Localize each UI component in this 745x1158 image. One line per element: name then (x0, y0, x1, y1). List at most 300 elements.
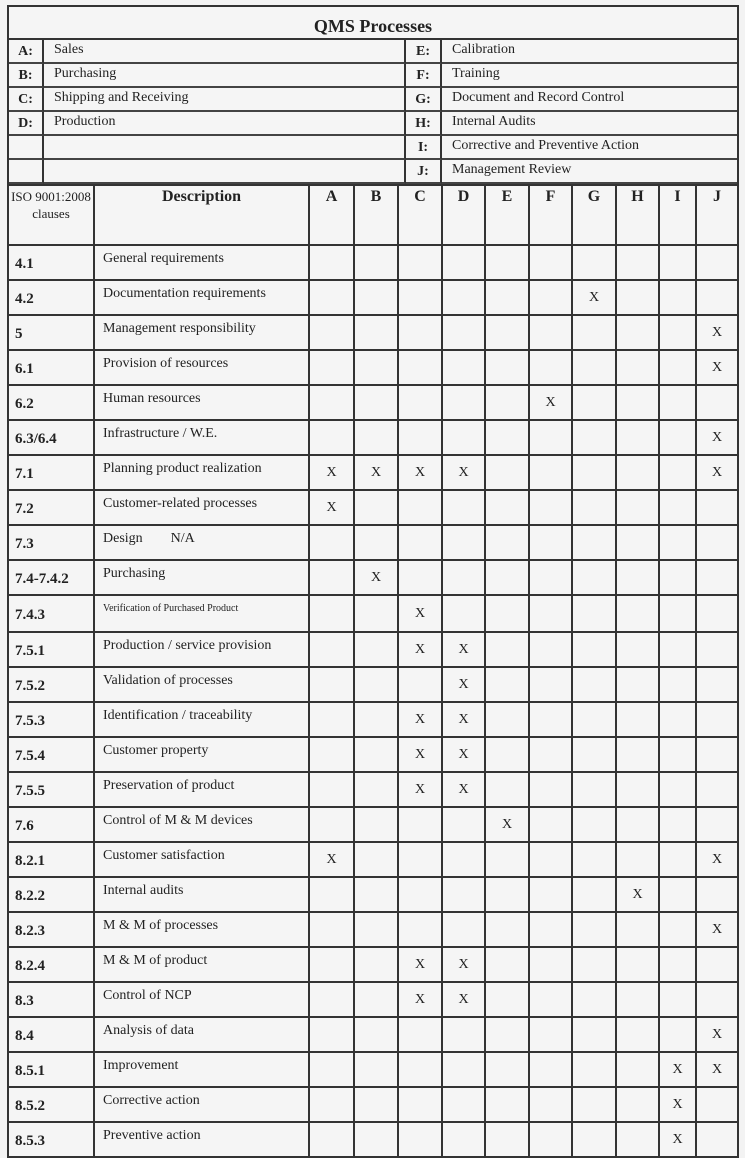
table-row (9, 280, 737, 315)
clause-description: Internal audits (94, 877, 309, 912)
process-mark-cell (659, 490, 696, 525)
process-mark-cell (485, 1052, 529, 1087)
process-mark-cell (616, 560, 659, 595)
process-mark-cell (485, 702, 529, 737)
clause-number: 7.5.3 (9, 702, 94, 737)
table-row (9, 1087, 737, 1122)
clause-description: Control of NCP (94, 982, 309, 1017)
qms-process-matrix (7, 5, 739, 1158)
legend-label: Purchasing (44, 64, 406, 88)
table-row (9, 912, 737, 947)
process-mark-cell: X (398, 982, 442, 1017)
legend-key: C: (9, 88, 44, 112)
process-mark-cell (442, 525, 485, 560)
process-column-header: A (309, 185, 354, 245)
clause-number: 7.4-7.4.2 (9, 560, 94, 595)
legend-label: Training (442, 64, 737, 88)
clause-description: Management responsibility (94, 315, 309, 350)
process-mark-cell (616, 1122, 659, 1156)
clause-description: Preservation of product (94, 772, 309, 807)
clause-description: Control of M & M devices (94, 807, 309, 842)
legend-key: H: (406, 112, 442, 136)
process-mark-cell (616, 525, 659, 560)
process-mark-cell (616, 1087, 659, 1122)
process-mark-cell (529, 737, 572, 772)
process-mark-cell (398, 525, 442, 560)
process-mark-cell (398, 315, 442, 350)
process-mark-cell: X (659, 1122, 696, 1156)
process-mark-cell (354, 912, 398, 947)
process-mark-cell (616, 772, 659, 807)
process-mark-cell (529, 877, 572, 912)
process-mark-cell (616, 947, 659, 982)
process-mark-cell (529, 982, 572, 1017)
process-mark-cell (442, 1052, 485, 1087)
process-mark-cell (659, 350, 696, 385)
clause-description: Production / service provision (94, 632, 309, 667)
process-mark-cell (309, 877, 354, 912)
table-row (9, 455, 737, 490)
clause-number: 6.2 (9, 385, 94, 420)
process-mark-cell (309, 245, 354, 280)
clause-number: 7.5.2 (9, 667, 94, 702)
process-mark-cell (354, 1017, 398, 1052)
process-mark-cell (485, 245, 529, 280)
process-mark-cell (659, 737, 696, 772)
process-mark-cell (616, 280, 659, 315)
clause-number: 4.1 (9, 245, 94, 280)
process-mark-cell: X (398, 632, 442, 667)
process-mark-cell (442, 842, 485, 877)
process-mark-cell: X (354, 560, 398, 595)
process-mark-cell (529, 807, 572, 842)
process-mark-cell (572, 455, 616, 490)
process-mark-cell (442, 245, 485, 280)
process-mark-cell (354, 842, 398, 877)
process-mark-cell (309, 737, 354, 772)
process-mark-cell (485, 772, 529, 807)
process-mark-cell (659, 595, 696, 632)
process-mark-cell (529, 560, 572, 595)
table-row (9, 667, 737, 702)
legend-label: Calibration (442, 40, 737, 64)
process-mark-cell (529, 595, 572, 632)
clause-description: General requirements (94, 245, 309, 280)
clause-description: Validation of processes (94, 667, 309, 702)
clause-number: 8.2.4 (9, 947, 94, 982)
process-mark-cell (309, 525, 354, 560)
process-mark-cell (659, 877, 696, 912)
process-mark-cell: X (354, 455, 398, 490)
process-mark-cell (529, 842, 572, 877)
process-mark-cell (616, 420, 659, 455)
process-mark-cell (354, 772, 398, 807)
process-mark-cell (659, 385, 696, 420)
process-mark-cell (616, 385, 659, 420)
process-mark-cell (529, 947, 572, 982)
clause-description: Provision of resources (94, 350, 309, 385)
process-mark-cell (354, 350, 398, 385)
process-mark-cell (398, 280, 442, 315)
process-mark-cell: X (398, 455, 442, 490)
process-mark-cell (659, 947, 696, 982)
process-mark-cell (659, 667, 696, 702)
process-mark-cell (696, 595, 737, 632)
process-mark-cell (442, 1087, 485, 1122)
clause-number: 7.5.1 (9, 632, 94, 667)
process-mark-cell (309, 315, 354, 350)
process-mark-cell: X (398, 702, 442, 737)
process-mark-cell (354, 525, 398, 560)
process-mark-cell (485, 280, 529, 315)
process-mark-cell (696, 632, 737, 667)
process-mark-cell (309, 807, 354, 842)
process-mark-cell: X (485, 807, 529, 842)
table-row (9, 1122, 737, 1156)
process-mark-cell (309, 560, 354, 595)
process-column-header: H (616, 185, 659, 245)
process-mark-cell (572, 490, 616, 525)
process-mark-cell (659, 807, 696, 842)
process-mark-cell: X (398, 595, 442, 632)
process-mark-cell (398, 877, 442, 912)
process-mark-cell (696, 947, 737, 982)
process-mark-cell (354, 702, 398, 737)
process-mark-cell: X (398, 737, 442, 772)
process-mark-cell: X (442, 772, 485, 807)
process-mark-cell (616, 490, 659, 525)
table-row (9, 807, 737, 842)
process-mark-cell (696, 525, 737, 560)
table-row (9, 245, 737, 280)
process-column-header: F (529, 185, 572, 245)
process-mark-cell: X (696, 315, 737, 350)
process-mark-cell (529, 350, 572, 385)
process-mark-cell (696, 385, 737, 420)
process-mark-cell (529, 280, 572, 315)
process-mark-cell (485, 1087, 529, 1122)
process-mark-cell (529, 525, 572, 560)
process-mark-cell (572, 807, 616, 842)
process-mark-cell: X (442, 667, 485, 702)
process-mark-cell (309, 632, 354, 667)
process-mark-cell (696, 1122, 737, 1156)
process-mark-cell (442, 280, 485, 315)
process-mark-cell: X (696, 842, 737, 877)
process-mark-cell: X (659, 1052, 696, 1087)
process-mark-cell (398, 420, 442, 455)
process-mark-cell (354, 490, 398, 525)
process-mark-cell (442, 560, 485, 595)
table-row (9, 877, 737, 912)
process-mark-cell (309, 947, 354, 982)
clause-number: 7.5.4 (9, 737, 94, 772)
process-mark-cell: X (442, 702, 485, 737)
process-mark-cell (696, 877, 737, 912)
process-mark-cell (659, 420, 696, 455)
process-mark-cell (529, 1017, 572, 1052)
process-mark-cell (659, 455, 696, 490)
clause-description: Human resources (94, 385, 309, 420)
table-row (9, 947, 737, 982)
process-mark-cell (529, 702, 572, 737)
process-mark-cell (354, 667, 398, 702)
process-mark-cell (485, 1122, 529, 1156)
clause-number: 8.5.3 (9, 1122, 94, 1156)
process-mark-cell (572, 912, 616, 947)
process-mark-cell (398, 245, 442, 280)
clause-number: 8.2.2 (9, 877, 94, 912)
clause-description: Customer-related processes (94, 490, 309, 525)
process-mark-cell (309, 595, 354, 632)
process-mark-cell (485, 490, 529, 525)
process-mark-cell (529, 912, 572, 947)
process-mark-cell (529, 245, 572, 280)
process-mark-cell (572, 1087, 616, 1122)
process-mark-cell (485, 912, 529, 947)
process-mark-cell (354, 947, 398, 982)
process-mark-cell: X (696, 1052, 737, 1087)
process-mark-cell (659, 982, 696, 1017)
clause-number: 7.4.3 (9, 595, 94, 632)
process-mark-cell (354, 982, 398, 1017)
process-mark-cell (442, 877, 485, 912)
process-mark-cell (572, 842, 616, 877)
process-mark-cell (442, 350, 485, 385)
clause-number: 6.3/6.4 (9, 420, 94, 455)
process-mark-cell (616, 1017, 659, 1052)
process-mark-cell (309, 1122, 354, 1156)
process-mark-cell (309, 385, 354, 420)
process-mark-cell (529, 632, 572, 667)
process-mark-cell: X (696, 350, 737, 385)
process-mark-cell (485, 877, 529, 912)
process-mark-cell: X (398, 947, 442, 982)
process-mark-cell: X (309, 842, 354, 877)
process-mark-cell (572, 982, 616, 1017)
process-mark-cell (354, 245, 398, 280)
process-mark-cell (696, 737, 737, 772)
table-row (9, 560, 737, 595)
process-mark-cell (529, 1087, 572, 1122)
process-mark-cell: X (572, 280, 616, 315)
process-mark-cell (398, 385, 442, 420)
table-row (9, 385, 737, 420)
process-mark-cell (659, 842, 696, 877)
process-mark-cell (696, 560, 737, 595)
process-mark-cell (442, 385, 485, 420)
table-row (9, 350, 737, 385)
process-mark-cell: X (529, 385, 572, 420)
legend-key: E: (406, 40, 442, 64)
clause-column-header: ISO 9001:2008 clauses (9, 185, 94, 245)
clause-description: Planning product realization (94, 455, 309, 490)
process-mark-cell (616, 595, 659, 632)
process-mark-cell (696, 807, 737, 842)
clause-description: Analysis of data (94, 1017, 309, 1052)
process-mark-cell (485, 560, 529, 595)
legend-key: D: (9, 112, 44, 136)
process-mark-cell (309, 280, 354, 315)
table-row (9, 772, 737, 807)
process-mark-cell (616, 842, 659, 877)
process-mark-cell (572, 560, 616, 595)
process-mark-cell (616, 702, 659, 737)
legend-key (9, 136, 44, 160)
process-mark-cell (442, 490, 485, 525)
process-mark-cell (659, 772, 696, 807)
process-mark-cell (572, 420, 616, 455)
process-mark-cell (659, 315, 696, 350)
clause-number: 8.2.3 (9, 912, 94, 947)
process-mark-cell (659, 245, 696, 280)
process-mark-cell (572, 702, 616, 737)
process-mark-cell: X (442, 737, 485, 772)
process-mark-cell (398, 842, 442, 877)
process-mark-cell: X (696, 455, 737, 490)
process-mark-cell (572, 350, 616, 385)
process-mark-cell (529, 490, 572, 525)
process-mark-cell (354, 877, 398, 912)
process-mark-cell (696, 490, 737, 525)
process-mark-cell (529, 667, 572, 702)
process-mark-cell (572, 772, 616, 807)
process-mark-cell (442, 595, 485, 632)
process-mark-cell: X (442, 632, 485, 667)
legend-key: B: (9, 64, 44, 88)
process-mark-cell (398, 350, 442, 385)
process-mark-cell (354, 385, 398, 420)
legend-key: I: (406, 136, 442, 160)
clause-description: Customer property (94, 737, 309, 772)
process-mark-cell (398, 1087, 442, 1122)
process-mark-cell (616, 807, 659, 842)
clause-number: 8.3 (9, 982, 94, 1017)
process-mark-cell: X (696, 420, 737, 455)
process-mark-cell (354, 1052, 398, 1087)
table-row (9, 632, 737, 667)
process-mark-cell (485, 842, 529, 877)
process-mark-cell (309, 667, 354, 702)
legend-key (9, 160, 44, 184)
process-column-header: D (442, 185, 485, 245)
process-mark-cell (572, 1122, 616, 1156)
process-mark-cell (398, 560, 442, 595)
process-mark-cell: X (398, 772, 442, 807)
process-mark-cell (529, 1122, 572, 1156)
process-column-header: E (485, 185, 529, 245)
process-mark-cell (696, 772, 737, 807)
table-row (9, 525, 737, 560)
clause-process-table (9, 184, 737, 1156)
process-mark-cell (354, 315, 398, 350)
process-mark-cell (354, 1087, 398, 1122)
process-mark-cell (309, 772, 354, 807)
table-row (9, 315, 737, 350)
process-mark-cell (529, 455, 572, 490)
process-mark-cell (309, 982, 354, 1017)
process-mark-cell (572, 525, 616, 560)
process-column-header: I (659, 185, 696, 245)
clause-number: 6.1 (9, 350, 94, 385)
clause-description: Improvement (94, 1052, 309, 1087)
process-mark-cell (659, 702, 696, 737)
process-mark-cell (616, 245, 659, 280)
process-column-header: C (398, 185, 442, 245)
process-mark-cell (485, 525, 529, 560)
process-mark-cell (485, 667, 529, 702)
table-row (9, 420, 737, 455)
process-mark-cell (616, 737, 659, 772)
legend-label: Shipping and Receiving (44, 88, 406, 112)
process-mark-cell (696, 667, 737, 702)
process-mark-cell (309, 1052, 354, 1087)
clause-number: 7.6 (9, 807, 94, 842)
process-mark-cell (398, 1122, 442, 1156)
process-mark-cell (442, 807, 485, 842)
process-mark-cell (572, 877, 616, 912)
process-mark-cell (529, 315, 572, 350)
process-mark-cell (354, 737, 398, 772)
clause-number: 8.5.1 (9, 1052, 94, 1087)
clause-number: 8.2.1 (9, 842, 94, 877)
process-mark-cell (572, 667, 616, 702)
description-column-header: Description (94, 185, 309, 245)
process-mark-cell (485, 982, 529, 1017)
process-mark-cell (485, 385, 529, 420)
clause-description: Design N/A (94, 525, 309, 560)
legend-key: G: (406, 88, 442, 112)
process-mark-cell (659, 912, 696, 947)
process-mark-cell (309, 1087, 354, 1122)
process-mark-cell (572, 737, 616, 772)
legend-label: Production (44, 112, 406, 136)
clause-description: Purchasing (94, 560, 309, 595)
clause-description: Corrective action (94, 1087, 309, 1122)
process-mark-cell (398, 1052, 442, 1087)
process-mark-cell (354, 420, 398, 455)
process-mark-cell: X (442, 455, 485, 490)
process-mark-cell (485, 632, 529, 667)
process-mark-cell: X (309, 455, 354, 490)
process-mark-cell (616, 982, 659, 1017)
process-mark-cell (659, 632, 696, 667)
process-mark-cell (485, 315, 529, 350)
process-mark-cell (398, 1017, 442, 1052)
process-mark-cell (309, 350, 354, 385)
process-mark-cell (696, 982, 737, 1017)
process-mark-cell (309, 420, 354, 455)
process-mark-cell (485, 947, 529, 982)
process-mark-cell: X (696, 1017, 737, 1052)
process-mark-cell (398, 807, 442, 842)
process-mark-cell (485, 350, 529, 385)
table-row (9, 595, 737, 632)
process-mark-cell (572, 1052, 616, 1087)
clause-description: Customer satisfaction (94, 842, 309, 877)
process-mark-cell (309, 702, 354, 737)
clause-number: 5 (9, 315, 94, 350)
process-mark-cell (572, 1017, 616, 1052)
process-mark-cell (398, 912, 442, 947)
table-row (9, 702, 737, 737)
process-mark-cell (485, 737, 529, 772)
process-legend (9, 40, 737, 184)
process-mark-cell (696, 702, 737, 737)
process-mark-cell (696, 1087, 737, 1122)
process-mark-cell: X (442, 947, 485, 982)
process-column-header: B (354, 185, 398, 245)
